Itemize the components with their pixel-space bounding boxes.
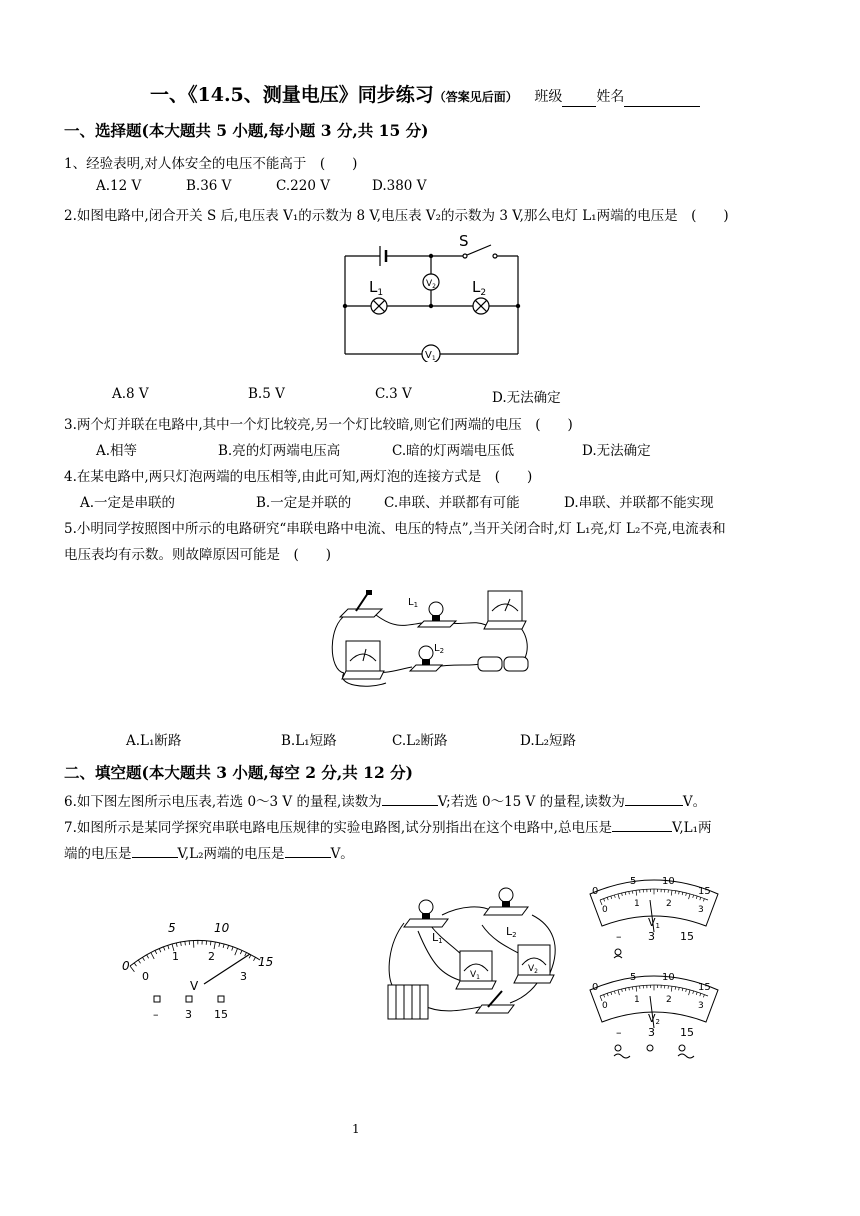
meter-v1-dial: [586, 872, 722, 962]
switch-contact-left: [463, 254, 467, 258]
q5-lamp2-label: $L_2$: [434, 643, 445, 655]
outer-tick-15: 15: [258, 955, 274, 969]
q5-option-a[interactable]: A.L₁断路: [126, 733, 182, 749]
lamp1-label: $L_1$: [369, 278, 384, 298]
q1-option-a[interactable]: A.12 V: [96, 178, 142, 194]
name-label: 姓名: [596, 89, 625, 105]
q1-option-b[interactable]: B.36 V: [186, 178, 232, 194]
v2-outer-10: 10: [662, 972, 675, 983]
lamp-l1-picture: [418, 602, 456, 627]
q6-text: [64, 790, 706, 810]
q7-line1-b: V,L₁两: [671, 820, 712, 836]
scale-tick: [219, 943, 220, 947]
q5-text-line1: 5.小明同学按照图中所示的电路研究“串联电路中电流、电压的特点”,当开关闭合时,灯 L₁亮,灯 L₂不亮,电流表和: [64, 521, 726, 537]
q1-option-d[interactable]: D.380 V: [372, 178, 427, 194]
q6-voltmeter-dial: [112, 910, 282, 1025]
title-main: 一、《14.5、测量电压》同步练习: [150, 84, 434, 106]
page-number: 1: [352, 1122, 360, 1136]
section1-heading: 一、选择题(本大题共 5 小题,每小题 3 分,共 15 分): [64, 121, 429, 140]
scale-tick: [249, 955, 251, 959]
meter-v2-dial: [586, 968, 722, 1072]
v1-outer-15: 15: [698, 886, 711, 897]
q5-text-line2: 电压表均有示数。则故障原因可能是 ( ): [64, 547, 332, 563]
scale-tick: [214, 942, 215, 949]
q7-blank-l2[interactable]: [285, 843, 331, 858]
inner-tick-1: 1: [172, 950, 179, 963]
q7-line2: [64, 842, 354, 862]
scale-tick: [176, 943, 177, 947]
inner-tick-0: 0: [142, 970, 149, 983]
v1-label: $V_1$: [425, 350, 436, 362]
v2-terminal-3: 3: [648, 1026, 655, 1039]
v2-label: $V_2$: [426, 279, 436, 290]
unit-label: V: [190, 979, 199, 993]
switch-contact-right: [493, 254, 497, 258]
terminal-minus: –: [153, 1008, 159, 1021]
outer-tick-5: 5: [168, 921, 176, 935]
q4-option-a[interactable]: A.一定是串联的: [80, 495, 176, 511]
v1-inner-3: 3: [698, 905, 704, 915]
q5-option-b[interactable]: B.L₁短路: [281, 733, 337, 749]
outer-tick-10: 10: [214, 921, 230, 935]
switch-label: S: [459, 232, 469, 250]
voltmeter-picture: [342, 641, 384, 679]
q6-part3: V。: [682, 794, 707, 810]
q7-knife-switch: [476, 991, 514, 1013]
q6-blank2[interactable]: [625, 791, 683, 806]
v1-terminal-minus: –: [616, 930, 622, 943]
q7-lamp-l1-picture: [404, 900, 448, 927]
scale-tick: [159, 949, 161, 953]
v2-outer-15: 15: [698, 982, 711, 993]
scale-tick: [134, 963, 136, 966]
v1-outer-0: 0: [592, 886, 599, 897]
scale-tick: [155, 950, 157, 954]
q5-circuit-picture: [326, 575, 536, 695]
scale-tick: [142, 957, 144, 960]
page-title: [150, 80, 700, 107]
q2-option-b[interactable]: B.5 V: [248, 386, 285, 402]
scale-tick: [147, 955, 149, 958]
q5-lamp1-label: $L_1$: [408, 597, 419, 609]
v1-label: V1: [648, 916, 660, 930]
v2-label: V2: [648, 1012, 660, 1026]
q3-option-d[interactable]: D.无法确定: [582, 443, 651, 459]
v1-outer-10: 10: [662, 876, 675, 887]
scale-tick: [210, 941, 211, 945]
q3-option-c[interactable]: C.暗的灯两端电压低: [392, 443, 515, 459]
q2-text: 2.如图电路中,闭合开关 S 后,电压表 V₁的示数为 8 V,电压表 V₂的示数为 3 V,那么电灯 L₁两端的电压是 ( ): [64, 208, 729, 224]
q7-line2-b: V,L₂两端的电压是: [177, 846, 285, 862]
v2-outer-5: 5: [630, 972, 637, 983]
q7-v1-label: $V_1$: [470, 970, 480, 981]
v1-terminal-3: 3: [648, 930, 655, 943]
q4-option-d[interactable]: D.串联、并联都不能实现: [564, 495, 714, 511]
q7-line2-c: V。: [330, 846, 354, 862]
q7-circuit-picture: [382, 885, 572, 1030]
q5-option-c[interactable]: C.L₂断路: [392, 733, 448, 749]
q6-part1: 6.如下图左图所示电压表,若选 0～3 V 的量程,读数为: [64, 794, 382, 810]
section2-heading: 二、填空题(本大题共 3 小题,每空 2 分,共 12 分): [64, 763, 413, 782]
q7-lamp2-label: L2: [506, 925, 517, 939]
v1-terminal-15: 15: [680, 930, 694, 943]
q4-option-b[interactable]: B.一定是并联的: [256, 495, 352, 511]
v1-inner-0: 0: [602, 905, 608, 915]
v2-inner-1: 1: [634, 995, 640, 1005]
q5-option-d[interactable]: D.L₂短路: [520, 733, 577, 749]
class-label: 班级: [534, 89, 563, 105]
scale-tick: [168, 945, 169, 949]
scale-tick: [185, 941, 186, 945]
terminal-15: 15: [214, 1008, 228, 1021]
q2-option-d[interactable]: D.无法确定: [492, 390, 561, 406]
q7-line1: [64, 816, 712, 836]
q1-text: 1、经验表明,对人体安全的电压不能高于 ( ): [64, 156, 358, 172]
knife-switch: [340, 590, 382, 617]
scale-tick: [138, 960, 140, 963]
inner-tick-2: 2: [208, 950, 215, 963]
q6-part2: V;若选 0～15 V 的量程,读数为: [437, 794, 625, 810]
q2-circuit-diagram: [335, 232, 530, 362]
switch-blade: [467, 245, 491, 255]
q4-text: 4.在某电路中,两只灯泡两端的电压相等,由此可知,两灯泡的连接方式是 ( ): [64, 469, 533, 485]
scale-tick: [130, 966, 134, 972]
q7-v2-label: $V_2$: [528, 964, 538, 975]
q2-option-c[interactable]: C.3 V: [375, 386, 412, 402]
v1-inner-2: 2: [666, 899, 672, 909]
terminal-3: 3: [185, 1008, 192, 1021]
q7-line1-a: 7.如图所示是某同学探究串联电路电压规律的实验电路图,试分别指出在这个电路中,总电压是: [64, 820, 612, 836]
name-blank[interactable]: [624, 90, 700, 107]
q7-line2-a: 端的电压是: [64, 846, 132, 862]
scale-tick: [240, 950, 242, 954]
scale-tick: [181, 942, 182, 946]
lamp2-label: $L_2$: [472, 278, 487, 298]
inner-tick-3: 3: [240, 970, 247, 983]
q3-text: 3.两个灯并联在电路中,其中一个灯比较亮,另一个灯比较暗,则它们两端的电压 ( ): [64, 417, 573, 433]
battery-cells: [478, 657, 528, 671]
v2-outer-0: 0: [592, 982, 599, 993]
q7-battery-box: [388, 985, 428, 1019]
v2-inner-2: 2: [666, 995, 672, 1005]
scale-tick: [151, 953, 154, 959]
v2-inner-3: 3: [698, 1001, 704, 1011]
scale-tick: [223, 944, 224, 948]
scale-tick: [235, 949, 238, 956]
v2-terminal-minus: –: [616, 1026, 622, 1039]
v1-outer-5: 5: [630, 876, 637, 887]
v2-terminal-15: 15: [680, 1026, 694, 1039]
q2-option-a[interactable]: A.8 V: [112, 386, 149, 402]
q1-option-c[interactable]: C.220 V: [276, 178, 330, 194]
outer-tick-0: 0: [122, 959, 130, 973]
q7-lamp-l2-picture: [484, 888, 528, 915]
v2-inner-0: 0: [602, 1001, 608, 1011]
q7-blank-l1[interactable]: [132, 843, 178, 858]
v1-inner-1: 1: [634, 899, 640, 909]
scale-tick: [245, 953, 247, 957]
q4-option-c[interactable]: C.串联、并联都有可能: [384, 495, 520, 511]
q7-lamp1-label: L1: [432, 931, 443, 945]
q3-option-b[interactable]: B.亮的灯两端电压高: [218, 443, 341, 459]
q7-blank-total[interactable]: [612, 817, 672, 832]
title-note: （答案见后面）: [433, 90, 518, 104]
scale-tick: [253, 957, 255, 960]
class-blank[interactable]: [562, 90, 596, 107]
q6-blank1[interactable]: [382, 791, 438, 806]
scale-tick: [232, 947, 233, 951]
scale-tick: [227, 945, 228, 949]
scale-tick: [163, 947, 164, 951]
q3-option-a[interactable]: A.相等: [96, 443, 138, 459]
ammeter-picture: [484, 591, 526, 629]
